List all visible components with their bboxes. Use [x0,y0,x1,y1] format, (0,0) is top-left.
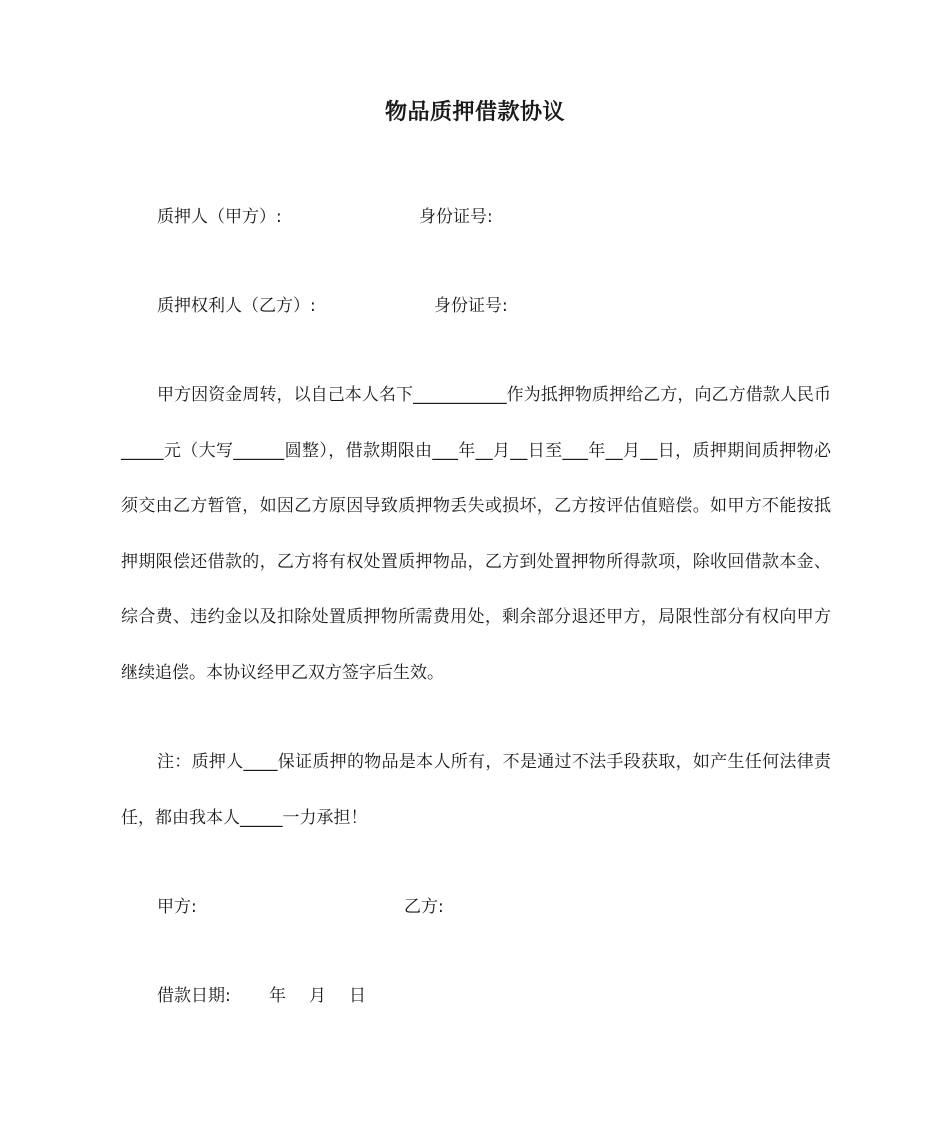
document-title: 物品质押借款协议 [384,100,565,125]
pledgee-id-label: 身份证号: [434,296,508,316]
agreement-body-paragraph: 甲方因资金周转，以自己本人名下___________作为抵押物质押给乙方，向乙方借款人民币_____元（大写______圆整），借款期限由___年__月__日至___年__月__日，质押期间质押物必须交由乙方暂管，如因乙方原因导致质押物丢失或损坏，乙方按评估值赔偿。如甲方不能按抵押期限偿还借款的，乙方将有权处置质押物品，乙方到处置押物所得款项，除收回借款本金、综合费、违约金以及扣除处置质押物所需费用处，剩余部分退还甲方，局限性部分有权向甲方继续追偿。本协议经甲乙双方签字后生效。 [121,385,831,683]
pledgor-id-label: 身份证号: [419,207,493,227]
party-b-signature-label: 乙方: [404,897,444,917]
pledgee-label: 质押权利人（乙方）: [157,296,316,316]
pledgor-label: 质押人（甲方）: [157,207,282,227]
loan-date-label: 借款日期: [157,986,231,1006]
agreement-note-paragraph: 注：质押人____保证质押的物品是本人所有，不是通过不法手段获取，如产生任何法律责任，都由我本人_____一力承担！ [121,752,831,828]
loan-date-day: 日 [349,986,366,1006]
loan-date-year: 年 [269,986,286,1006]
loan-date-month: 月 [309,986,326,1006]
party-a-signature-label: 甲方: [157,897,197,917]
